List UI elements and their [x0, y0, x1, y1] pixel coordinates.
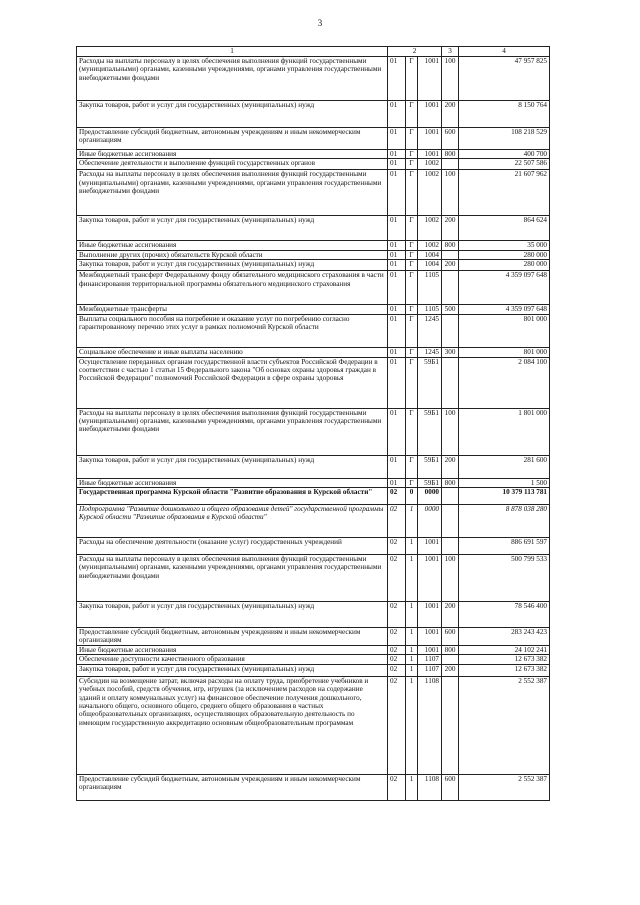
row-code-c: 1002	[418, 216, 442, 241]
row-code-c: 0000	[418, 488, 442, 505]
row-code-b: Г	[406, 150, 418, 159]
row-amount: 35 000	[459, 241, 550, 250]
row-code-c: 1001	[418, 538, 442, 555]
row-code-c: 1001	[418, 602, 442, 628]
row-amount: 283 243 423	[459, 628, 550, 646]
table-row	[77, 314, 550, 347]
row-amount: 801 000	[459, 347, 550, 357]
table-row	[77, 128, 550, 150]
row-code-a: 01	[388, 159, 406, 170]
row-name: Расходы на выплаты персоналу в целях обеспечения выполнения функций государственными (муниципальными) органами, казенными учреждениями, органами управления государственными внебюджетными фондами	[77, 57, 388, 101]
row-code-b: Г	[406, 216, 418, 241]
row-name: Иные бюджетные ассигнования	[77, 241, 388, 250]
row-code-b: 0	[406, 488, 418, 505]
row-expense-type	[442, 505, 459, 538]
table-row	[77, 357, 550, 408]
table-row	[77, 271, 550, 305]
row-code-c: 1105	[418, 305, 442, 314]
row-expense-type: 100	[442, 57, 459, 101]
row-code-b: 1	[406, 655, 418, 664]
row-amount: 12 673 382	[459, 655, 550, 664]
header-cell-3: 3	[442, 47, 459, 57]
row-code-c: 1108	[418, 774, 442, 800]
row-name: Субсидии на возмещение затрат, включая расходы на оплату труда, приобретение учебников и учебных пособий, средств обучения, игр, игрушек (за исключением расходов на содержание зданий и оплату коммунальных услуг) на финансовое обеспечение получения дошкольного, начального общего, основного общего, среднего общего образования в частных общеобразовательных организациях, осуществляющих образовательную деятельность по имеющим государственную аккредитацию основным общеобразовательным программам	[77, 676, 388, 774]
row-expense-type	[442, 488, 459, 505]
row-code-b: Г	[406, 455, 418, 478]
row-name: Расходы на выплаты персоналу в целях обеспечения выполнения функций государственными (муниципальными) органами, казенными учреждениями, органами управления государственными внебюджетными фондами	[77, 408, 388, 455]
row-code-a: 01	[388, 250, 406, 259]
row-code-b: Г	[406, 314, 418, 347]
table-row	[77, 505, 550, 538]
row-expense-type: 100	[442, 408, 459, 455]
row-code-c: 1004	[418, 250, 442, 259]
table-row	[77, 676, 550, 774]
row-amount: 108 218 529	[459, 128, 550, 150]
table-row	[77, 774, 550, 800]
row-expense-type	[442, 271, 459, 305]
row-name: Выполнение других (прочих) обязательств Курской области	[77, 250, 388, 259]
row-code-b: 1	[406, 555, 418, 602]
table-row	[77, 250, 550, 259]
row-name: Межбюджетный трансферт Федеральному фонду обязательного медицинского страхования в части финансирования территориальной программы обязательного медицинского страхования	[77, 271, 388, 305]
row-expense-type	[442, 676, 459, 774]
row-expense-type: 600	[442, 128, 459, 150]
row-name: Обеспечение деятельности и выполнение функций государственных органов	[77, 159, 388, 170]
row-code-b: Г	[406, 57, 418, 101]
row-expense-type	[442, 314, 459, 347]
table-row	[77, 664, 550, 676]
row-name: Закупка товаров, работ и услуг для государственных (муниципальных) нужд	[77, 664, 388, 676]
row-code-c: 1001	[418, 150, 442, 159]
table-row	[77, 602, 550, 628]
row-expense-type: 100	[442, 170, 459, 216]
row-code-a: 01	[388, 305, 406, 314]
row-code-b: 1	[406, 538, 418, 555]
row-code-c: 59Б1	[418, 478, 442, 487]
row-code-a: 01	[388, 150, 406, 159]
row-code-c: 1107	[418, 655, 442, 664]
budget-table	[76, 46, 550, 801]
row-code-a: 01	[388, 478, 406, 487]
table-row	[77, 655, 550, 664]
row-expense-type: 300	[442, 347, 459, 357]
row-expense-type	[442, 538, 459, 555]
table-row	[77, 241, 550, 250]
row-code-a: 01	[388, 455, 406, 478]
row-expense-type: 100	[442, 555, 459, 602]
row-code-c: 1245	[418, 347, 442, 357]
row-amount: 78 546 400	[459, 602, 550, 628]
row-amount: 47 957 825	[459, 57, 550, 101]
row-code-b: 1	[406, 676, 418, 774]
row-expense-type: 600	[442, 628, 459, 646]
table-row	[77, 216, 550, 241]
table-body	[77, 57, 550, 801]
table-row	[77, 101, 550, 128]
row-expense-type: 800	[442, 478, 459, 487]
row-amount: 4 359 097 648	[459, 305, 550, 314]
row-code-b: 1	[406, 774, 418, 800]
row-name: Закупка товаров, работ и услуг для государственных (муниципальных) нужд	[77, 216, 388, 241]
row-name: Осуществление переданных органам государственной власти субъектов Российской Федерации в соответствии с частью 1 статьи 15 Федерального закона "Об основах охраны здоровья граждан в Российской Федерации" полномочий Российской Федерации в сфере охраны здоровья	[77, 357, 388, 408]
row-name: Закупка товаров, работ и услуг для государственных (муниципальных) нужд	[77, 101, 388, 128]
row-code-b: Г	[406, 478, 418, 487]
row-expense-type	[442, 655, 459, 664]
row-amount: 4 359 097 648	[459, 271, 550, 305]
row-code-c: 1105	[418, 271, 442, 305]
table-row	[77, 260, 550, 271]
row-name: Иные бюджетные ассигнования	[77, 150, 388, 159]
row-name: Предоставление субсидий бюджетным, автономным учреждениям и иным некоммерческим организациям	[77, 628, 388, 646]
row-amount: 2 552 387	[459, 774, 550, 800]
row-expense-type: 200	[442, 664, 459, 676]
row-code-c: 0000	[418, 505, 442, 538]
table-row	[77, 646, 550, 655]
row-amount: 1 801 000	[459, 408, 550, 455]
row-code-a: 02	[388, 646, 406, 655]
row-code-a: 01	[388, 314, 406, 347]
row-expense-type: 600	[442, 774, 459, 800]
table-header-row	[77, 47, 550, 57]
row-code-a: 02	[388, 676, 406, 774]
table-row	[77, 408, 550, 455]
row-amount: 10 379 113 781	[459, 488, 550, 505]
row-name: Закупка товаров, работ и услуг для государственных (муниципальных) нужд	[77, 602, 388, 628]
row-expense-type	[442, 159, 459, 170]
row-amount: 1 500	[459, 478, 550, 487]
row-code-c: 1001	[418, 628, 442, 646]
row-amount: 280 000	[459, 250, 550, 259]
row-code-b: Г	[406, 170, 418, 216]
row-code-a: 02	[388, 555, 406, 602]
row-code-c: 1001	[418, 101, 442, 128]
row-code-a: 02	[388, 602, 406, 628]
row-name: Межбюджетные трансферты	[77, 305, 388, 314]
row-code-b: Г	[406, 347, 418, 357]
row-expense-type	[442, 250, 459, 259]
row-code-a: 02	[388, 655, 406, 664]
row-expense-type: 800	[442, 241, 459, 250]
row-expense-type: 800	[442, 150, 459, 159]
row-code-c: 1004	[418, 260, 442, 271]
row-name: Подпрограмма "Развитие дошкольного и общего образования детей" государственной программы Курской области "Развитие образования в Курской области"	[77, 505, 388, 538]
row-code-b: Г	[406, 101, 418, 128]
row-amount: 2 084 100	[459, 357, 550, 408]
row-name: Закупка товаров, работ и услуг для государственных (муниципальных) нужд	[77, 455, 388, 478]
row-expense-type: 500	[442, 305, 459, 314]
row-code-b: 1	[406, 628, 418, 646]
row-name: Иные бюджетные ассигнования	[77, 646, 388, 655]
row-name: Закупка товаров, работ и услуг для государственных (муниципальных) нужд	[77, 260, 388, 271]
table-row	[77, 538, 550, 555]
row-name: Предоставление субсидий бюджетным, автономным учреждениям и иным некоммерческим организациям	[77, 128, 388, 150]
row-code-b: 1	[406, 505, 418, 538]
row-code-c: 1108	[418, 676, 442, 774]
row-name: Социальное обеспечение и иные выплаты населению	[77, 347, 388, 357]
row-expense-type: 200	[442, 455, 459, 478]
row-code-c: 1001	[418, 555, 442, 602]
row-code-a: 01	[388, 408, 406, 455]
table-row	[77, 478, 550, 487]
row-name: Расходы на обеспечение деятельности (оказание услуг) государственных учреждений	[77, 538, 388, 555]
row-code-c: 1001	[418, 128, 442, 150]
row-code-b: Г	[406, 128, 418, 150]
row-name: Иные бюджетные ассигнования	[77, 478, 388, 487]
row-amount: 8 878 038 280	[459, 505, 550, 538]
row-code-b: Г	[406, 159, 418, 170]
row-amount: 400 700	[459, 150, 550, 159]
table-row	[77, 170, 550, 216]
row-code-a: 01	[388, 57, 406, 101]
table-row	[77, 488, 550, 505]
row-amount: 2 552 387	[459, 676, 550, 774]
row-name: Расходы на выплаты персоналу в целях обеспечения выполнения функций государственными (муниципальными) органами, казенными учреждениями, органами управления государственными внебюджетными фондами	[77, 170, 388, 216]
row-code-b: Г	[406, 250, 418, 259]
row-code-b: Г	[406, 241, 418, 250]
row-name: Расходы на выплаты персоналу в целях обеспечения выполнения функций государственными (муниципальными) органами, казенными учреждениями, органами управления государственными внебюджетными фондами	[77, 555, 388, 602]
table-row	[77, 455, 550, 478]
row-code-a: 01	[388, 128, 406, 150]
row-code-c: 1001	[418, 57, 442, 101]
table-row	[77, 555, 550, 602]
row-code-a: 01	[388, 357, 406, 408]
header-cell-4: 4	[459, 47, 550, 57]
row-code-b: Г	[406, 305, 418, 314]
row-code-b: Г	[406, 408, 418, 455]
row-code-c: 59Б1	[418, 357, 442, 408]
row-code-a: 01	[388, 260, 406, 271]
row-expense-type	[442, 357, 459, 408]
row-code-c: 1002	[418, 241, 442, 250]
row-name: Обеспечение доступности качественного образования	[77, 655, 388, 664]
row-code-b: 1	[406, 646, 418, 655]
header-cell-1: 1	[77, 47, 388, 57]
row-code-a: 02	[388, 538, 406, 555]
row-code-c: 59Б1	[418, 408, 442, 455]
row-amount: 281 600	[459, 455, 550, 478]
table-row	[77, 150, 550, 159]
table-row	[77, 57, 550, 101]
row-amount: 21 607 962	[459, 170, 550, 216]
row-code-a: 01	[388, 170, 406, 216]
row-code-b: Г	[406, 260, 418, 271]
row-amount: 12 673 382	[459, 664, 550, 676]
row-code-c: 1245	[418, 314, 442, 347]
row-code-a: 01	[388, 347, 406, 357]
row-expense-type: 200	[442, 216, 459, 241]
row-code-a: 01	[388, 216, 406, 241]
row-name: Выплаты социального пособия на погребение и оказание услуг по погребению согласно гарантированному перечню этих услуг в рамках полномочий Курской области	[77, 314, 388, 347]
row-code-b: 1	[406, 602, 418, 628]
row-amount: 24 102 241	[459, 646, 550, 655]
row-code-a: 01	[388, 241, 406, 250]
row-code-c: 1107	[418, 664, 442, 676]
row-code-c: 1002	[418, 159, 442, 170]
row-expense-type: 200	[442, 260, 459, 271]
row-code-a: 01	[388, 271, 406, 305]
header-cell-2: 2	[388, 47, 442, 57]
row-code-a: 02	[388, 664, 406, 676]
table-row	[77, 347, 550, 357]
row-name: Предоставление субсидий бюджетным, автономным учреждениям и иным некоммерческим организациям	[77, 774, 388, 800]
table-row	[77, 628, 550, 646]
row-amount: 864 624	[459, 216, 550, 241]
row-code-a: 02	[388, 488, 406, 505]
row-code-c: 1002	[418, 170, 442, 216]
table-row	[77, 159, 550, 170]
row-code-b: Г	[406, 357, 418, 408]
row-code-a: 02	[388, 628, 406, 646]
row-code-c: 1001	[418, 646, 442, 655]
row-code-a: 02	[388, 505, 406, 538]
row-code-a: 01	[388, 101, 406, 128]
row-amount: 280 000	[459, 260, 550, 271]
page-number: 3	[317, 18, 323, 28]
row-code-b: 1	[406, 664, 418, 676]
row-expense-type: 200	[442, 602, 459, 628]
table-row	[77, 305, 550, 314]
row-code-c: 59Б1	[418, 455, 442, 478]
row-name: Государственная программа Курской области "Развитие образования в Курской области"	[77, 488, 388, 505]
row-amount: 8 150 764	[459, 101, 550, 128]
row-expense-type: 800	[442, 646, 459, 655]
row-code-a: 02	[388, 774, 406, 800]
row-amount: 801 000	[459, 314, 550, 347]
row-amount: 500 799 533	[459, 555, 550, 602]
row-code-b: Г	[406, 271, 418, 305]
row-amount: 22 507 586	[459, 159, 550, 170]
row-expense-type: 200	[442, 101, 459, 128]
row-amount: 886 691 597	[459, 538, 550, 555]
